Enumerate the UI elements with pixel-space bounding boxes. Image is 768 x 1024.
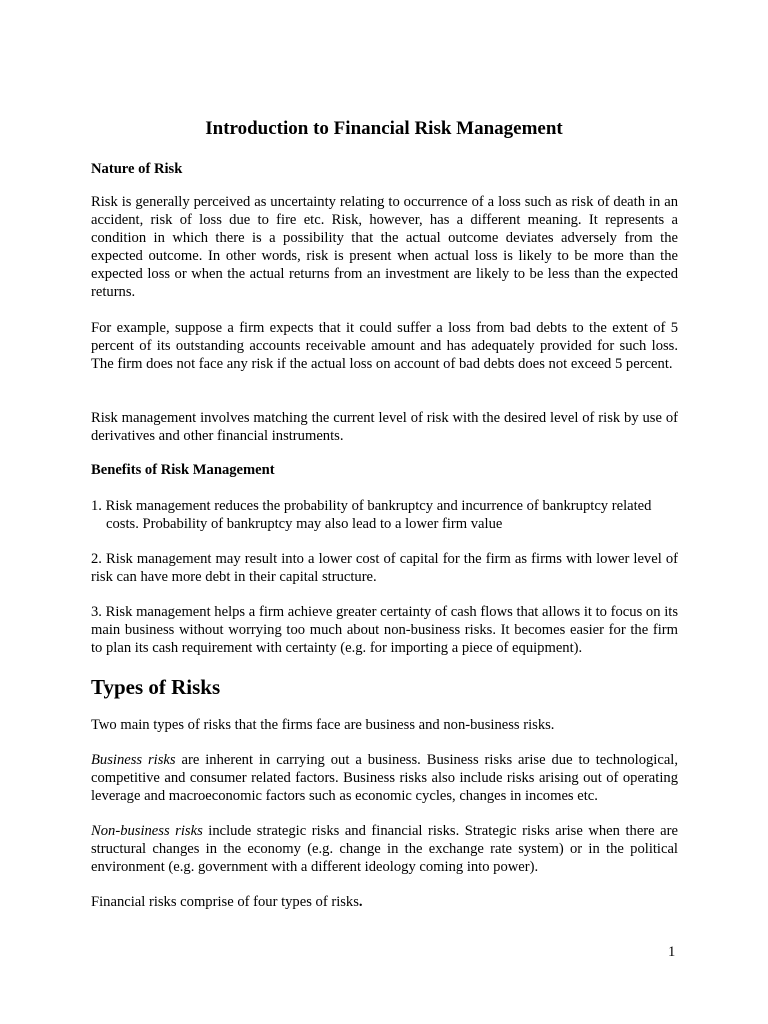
financial-risks-text: Financial risks comprise of four types of risks xyxy=(91,894,359,910)
document-title: Introduction to Financial Risk Management xyxy=(205,118,563,139)
benefit-item-1 xyxy=(91,497,678,533)
paragraph-business-risks xyxy=(91,751,678,805)
benefit-item-2: 2. Risk management may result into a lower cost of capital for the firm as firms with lower level of risk can have more debt in their capital structure. xyxy=(91,551,678,586)
benefit-item-1-line-1: 1. Risk management reduces the probability of bankruptcy and incurrence of bankruptcy related xyxy=(91,498,652,514)
financial-risks-period: . xyxy=(358,894,363,910)
benefit-item-3: 3. Risk management helps a firm achieve greater certainty of cash flows that allows it to focus on its main business without worrying too much about non-business risks. It becomes easier for the firm to plan its cash requirement with certainty (e.g. for importing a piece of equipment). xyxy=(91,604,678,657)
page-number: 1 xyxy=(668,944,676,960)
paragraph-example: For example, suppose a firm expects that it could suffer a loss from bad debts to the extent of 5 percent of its outstanding accounts receivable amount and has adequately provided for such loss. The firm does not face any risk if the actual loss on account of bad debts does not exceed 5 percent. xyxy=(91,320,678,373)
business-risks-text: are inherent in carrying out a business. Business risks arise due to technological, competitive and consumer related factors. Business risks also include risks arising out of operating leverage and macroeconomic factors such as economic cycles, changes in incomes etc. xyxy=(91,752,679,805)
paragraph-non-business-risks xyxy=(91,822,678,876)
non-business-risks-term: Non-business risks xyxy=(91,823,203,839)
benefits-heading: Benefits of Risk Management xyxy=(91,462,275,478)
benefit-item-1-line-2: costs. Probability of bankruptcy may also lead to a lower firm value xyxy=(106,516,503,533)
non-business-risks-text: include strategic risks and financial risks. Strategic risks arise when there are structural changes in the economy (e.g. change in the exchange rate system) or in the political environment (e.g. government with a different ideology coming into power). xyxy=(91,823,678,876)
paragraph-risk-management: Risk management involves matching the current level of risk with the desired level of risk by use of derivatives and other financial instruments. xyxy=(91,410,678,445)
business-risks-term: Business risks xyxy=(91,752,176,768)
nature-of-risk-heading: Nature of Risk xyxy=(91,161,183,177)
paragraph-two-types: Two main types of risks that the firms face are business and non-business risks. xyxy=(91,717,555,733)
types-of-risks-heading: Types of Risks xyxy=(91,675,221,699)
paragraph-financial-risks xyxy=(91,893,678,911)
paragraph-risk-definition: Risk is generally perceived as uncertainty relating to occurrence of a loss such as risk of death in an accident, risk of loss due to fire etc. Risk, however, has a different meaning. It represents a condition in which there is a possibility that the actual outcome deviates adversely from the expected outcome. In other words, risk is present when actual loss is likely to be more than the expected loss or when the actual returns from an investment are likely to be less than the expected returns. xyxy=(91,194,678,301)
